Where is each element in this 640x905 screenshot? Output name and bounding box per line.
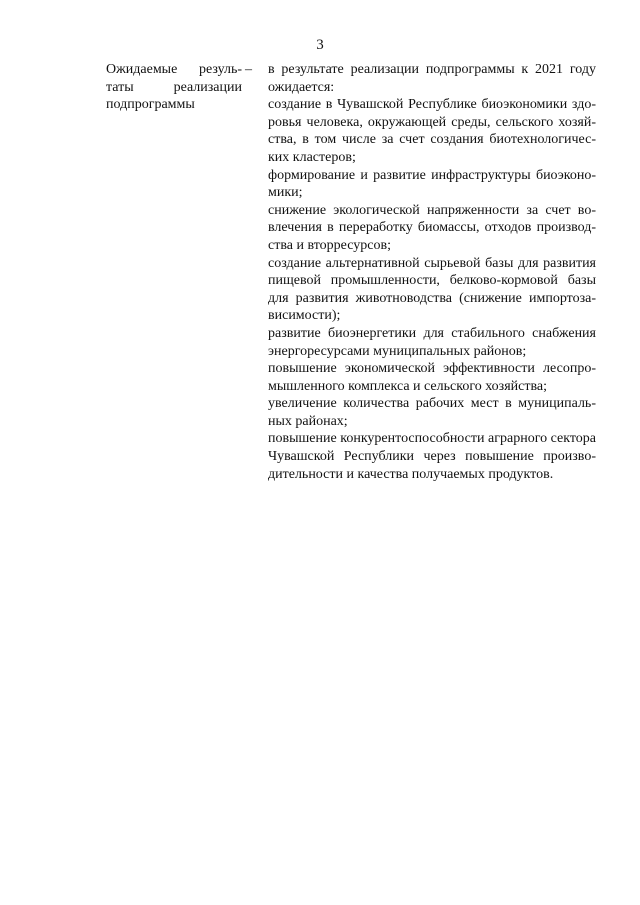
expected-results-content bbox=[268, 61, 596, 483]
result-item: создание в Чувашской Республике биоэкономики здоровья человека, окружающей среды, сельского хозяйства, в том числе за счет создания биотехнологических кластеров; bbox=[268, 97, 596, 165]
label-dash: – bbox=[245, 62, 252, 77]
results-intro: в результате реализации подпрограммы к 2021 году ожидается: bbox=[268, 62, 596, 95]
result-item: создание альтернативной сырьевой базы для развития пищевой промышленности, белково-кормовой базы для развития животноводства (снижение импортозависимости); bbox=[268, 255, 596, 324]
result-item: развитие биоэнергетики для стабильного снабжения энергоресурсами муниципальных районов; bbox=[268, 325, 596, 359]
result-item: формирование и развитие инфраструктуры биоэкономики; bbox=[268, 167, 596, 201]
result-item: увеличение количества рабочих мест в муниципальных районах; bbox=[268, 396, 596, 429]
result-item: повышение конкурентоспособности аграрного сектора Чувашской Республики через повышение производительности и качества получаемых продуктов. bbox=[268, 431, 596, 482]
result-item: повышение экономической эффективности лесопромышленного комплекса и сельского хозяйства; bbox=[268, 361, 596, 394]
result-item: снижение экологической напряженности за счет вовлечения в переработку биомассы, отходов производства и вторресурсов; bbox=[268, 202, 596, 253]
page-number: 3 bbox=[316, 37, 324, 53]
expected-results-label: Ожидаемые результаты реализации подпрограммы bbox=[106, 62, 242, 113]
